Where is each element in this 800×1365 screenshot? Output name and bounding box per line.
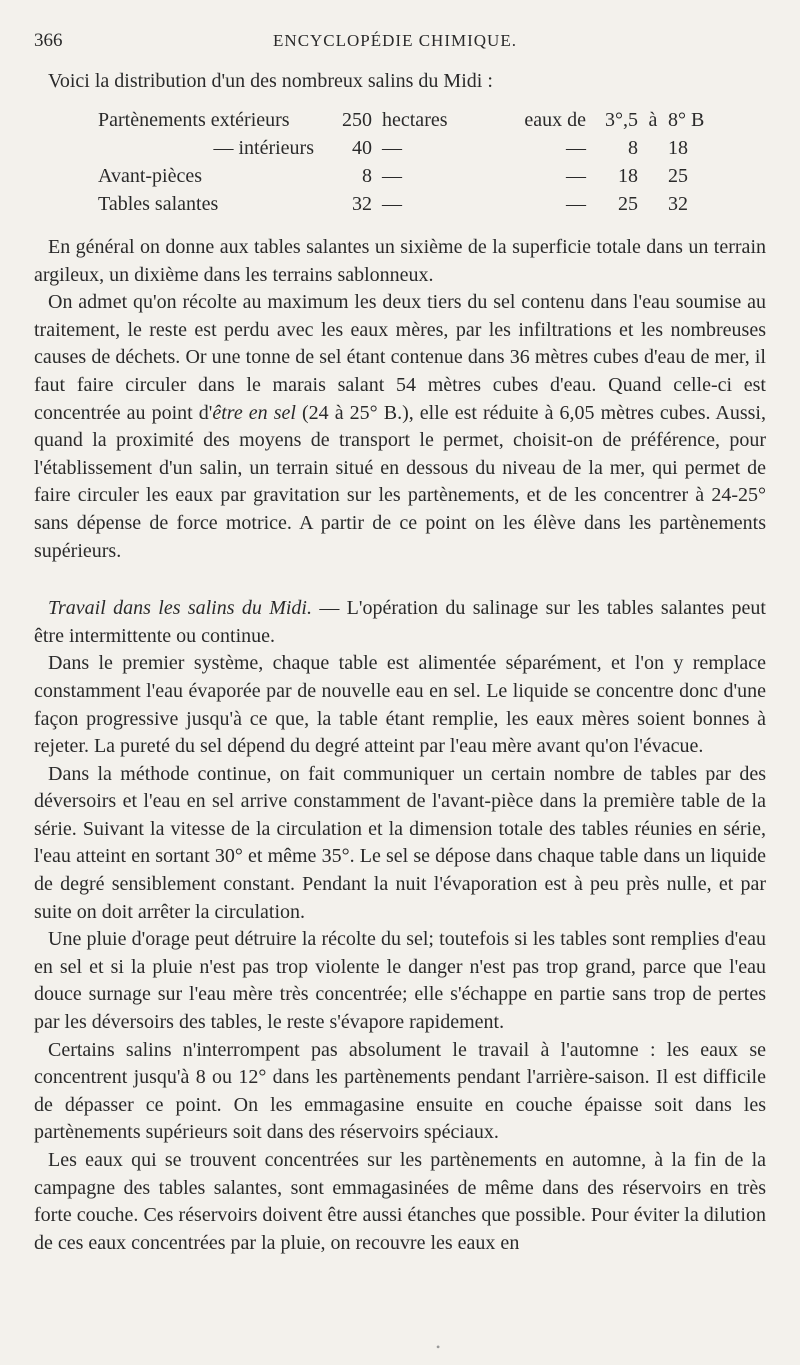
- row-eaux: —: [566, 137, 586, 159]
- table-row: [98, 190, 718, 218]
- table-row: [98, 162, 718, 190]
- page-mark: •: [436, 1340, 441, 1354]
- row-area: 32: [352, 193, 372, 215]
- running-head: ENCYCLOPÉDIE CHIMIQUE.: [273, 31, 517, 50]
- row-degree-from: 8: [628, 137, 638, 159]
- row-unit: —: [382, 193, 402, 215]
- row-eaux: —: [566, 193, 586, 215]
- row-unit: hectares: [382, 109, 448, 131]
- paragraph-automne: Certains salins n'interrompent pas absolument le travail à l'automne : les eaux se concentrent jusqu'à 8 ou 12° dans les partènements pendant l'arrière-saison. Il est difficile de dépasser ce point. On les emmagasine ensuite en couche épaisse soit dans les partènements supérieurs soit dans des réservoirs spéciaux.: [34, 1038, 766, 1144]
- row-degree-from: 18: [618, 165, 638, 187]
- row-eaux: eaux de: [524, 109, 586, 131]
- paragraph-section-travail: [34, 595, 766, 650]
- row-area: 8: [362, 165, 372, 187]
- paragraph-pluie-orage: Une pluie d'orage peut détruire la récolte du sel; toutefois si les tables sont remplies d'eau en sel et si la pluie n'est pas trop violente le danger n'est pas trop grand, parce que l'eau douce surnage sur l'eau mère très concentrée; elle s'échappe en partie sans trop de pertes par les déversoirs des tables, le reste s'évapore rapidement.: [34, 928, 766, 1034]
- section-title: Travail dans les salins du Midi.: [48, 597, 312, 620]
- table-row: [98, 106, 718, 134]
- paragraph-premier-systeme: Dans le premier système, chaque table est alimentée séparément, et l'on y remplace constamment l'eau évaporée par de nouvelle eau en sel. Le liquide se concentre donc d'une façon progressive jusqu'à ce que, la table étant remplie, les eaux mères soient bonnes à rejeter. La pureté du sel dépend du degré atteint par l'eau mère avant qu'on l'évacue.: [34, 652, 766, 758]
- row-degree-to: 8° B: [668, 109, 705, 131]
- row-name: — intérieurs: [213, 137, 314, 159]
- intro-line: Voici la distribution d'un des nombreux salins du Midi :: [48, 70, 493, 92]
- paragraph-recolte-part2: (24 à 25° B.), elle est réduite à 6,05 mètres cubes. Aussi, quand la proximité des moyens de transport le permet, choisit-on de préférence, pour l'établissement d'un salin, un terrain situé en dessous du niveau de la mer, qui permet de faire circuler les eaux par gravitation sur les partènements, et de les concentrer à 24-25° sans dépense de force motrice. A partir de ce point on les élève dans les partènements supérieurs.: [34, 401, 766, 562]
- row-a: [638, 162, 668, 190]
- row-degree-to: 18: [668, 137, 688, 159]
- row-name: Partènements extérieurs: [98, 109, 290, 131]
- row-a: à: [648, 109, 658, 131]
- row-name: Tables salantes: [98, 193, 219, 215]
- row-eaux: —: [566, 165, 586, 187]
- row-a: [638, 190, 668, 218]
- row-degree-from: 3°,5: [605, 109, 638, 131]
- paragraph-reservoirs: Les eaux qui se trouvent concentrées sur les partènements en automne, à la fin de la campagne des tables salantes, sont emmagasinées de même dans des réservoirs en très forte couche. Ces réservoirs doivent être aussi étanches que possible. Pour éviter la dilution de ces eaux concentrées par la pluie, on recouvre les eaux en: [34, 1149, 766, 1254]
- page-number: 366: [34, 30, 63, 51]
- row-degree-from: 25: [618, 193, 638, 215]
- page-header: [34, 30, 766, 60]
- row-area: 250: [342, 109, 372, 131]
- paragraph-recolte-part1: On admet qu'on récolte au maximum les deux tiers du sel contenu dans l'eau soumise au traitement, le reste est perdu avec les eaux mères, par les infiltrations et les nombreuses causes de déchets. Or une tonne de sel étant contenue dans 36 mètres cubes d'eau de mer, il faut faire circuler dans le marais salant 54 mètres cubes d'eau. Quand celle-ci est concentrée au point d': [34, 291, 766, 424]
- row-degree-to: 32: [668, 193, 688, 215]
- paragraph-recolte: [34, 289, 766, 565]
- distribution-table: [98, 106, 718, 218]
- section-lead-text: — L'opération du salinage sur les tables salantes peut être intermittente ou continue.: [34, 597, 766, 647]
- paragraph-methode-continue: Dans la méthode continue, on fait communiquer un certain nombre de tables par des déversoirs et l'eau en sel arrive constamment de l'avant-pièce dans la première table de la série. Suivant la vitesse de la circulation et la dimension totale des tables réunies en série, l'eau atteint en sortant 30° et même 35°. Le sel se dépose dans chaque table dans un liquide de degré sensiblement constant. Pendant la nuit l'évaporation est à peu près nulle, et par suite on doit arrêter la circulation.: [34, 762, 766, 923]
- paragraph-recolte-italic: être en sel: [212, 401, 296, 424]
- paragraph-superficie: En général on donne aux tables salantes un sixième de la superficie totale dans un terrain argileux, un dixième dans les terrains sablonneux.: [34, 236, 766, 286]
- row-name: Avant-pièces: [98, 165, 203, 187]
- row-area: 40: [352, 137, 372, 159]
- row-unit: —: [382, 137, 402, 159]
- row-unit: —: [382, 165, 402, 187]
- row-degree-to: 25: [668, 165, 688, 187]
- row-a: [638, 134, 668, 162]
- table-row: [98, 134, 718, 162]
